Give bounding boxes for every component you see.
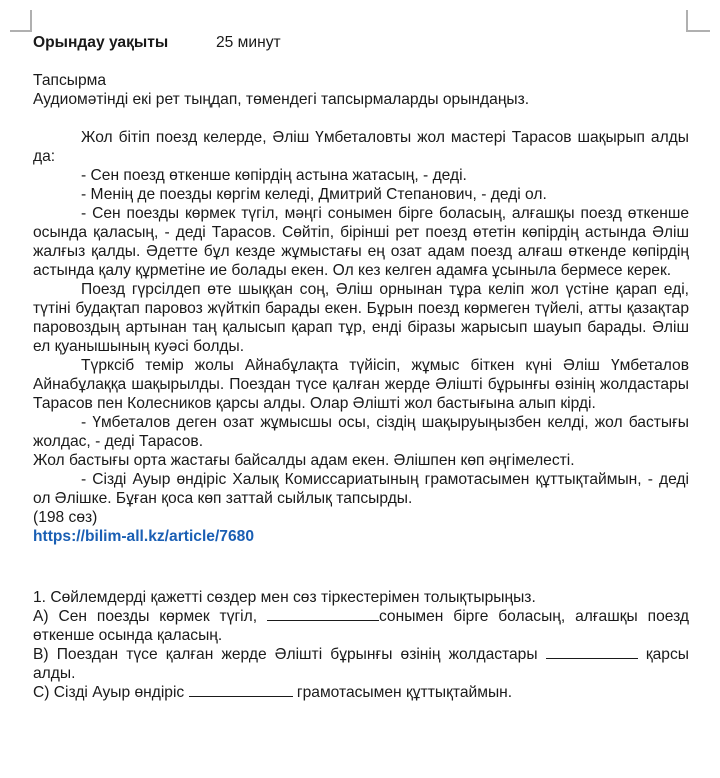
dialogue-line-4: - Үмбеталов деген озат жұмысшы осы, сіздің шақыруыңызбен келді, жол бастығы жолдас, - деді Тарасов. [33, 414, 689, 450]
exercise-item-b [33, 645, 689, 683]
exercise-item-c [33, 683, 689, 702]
dialogue-line-3: - Сен поезды көрмек түгіл, мәңгі сонымен бірге боласың, алғашқы поезд өткенше осында қаласың, - деді Тарасов. Сөйтіп, бірінші рет поезд өтетін көпірдің астында Әліш жалғыз қалды. Әдетте бұл кезде жұмыстағы ең озат адам поезд алғаш өткенде көпірдің астында қалу құрметіне ие болады екен. Ол кез келген адамға ұсыныла бермесе керек. [33, 205, 689, 279]
margin-corner-mark-left-h [10, 30, 32, 32]
exercise-c-suffix: грамотасымен құттықтаймын. [292, 684, 513, 701]
exercise-item-a [33, 607, 689, 645]
blank-a[interactable] [267, 607, 379, 621]
document-content [33, 33, 689, 702]
time-value: 25 минут [216, 34, 281, 51]
paragraph-2: Поезд гүрсілдеп өте шыққан соң, Әліш орнынан тұра келіп жол үстіне қарап еді, түтіні будақтап паровоз жүйткіп барады екен. Бұрын поезд көрмеген түйелі, атты қазақтар паровоздың артынан таң қалысып қарап тұр, енді біразы жарысып шауып барады. Әліш ел қуанышының куәсі болды. [33, 281, 689, 355]
exercise-b-suffix: қарсы алды. [33, 646, 689, 682]
paragraph-3: Түрксіб темір жолы Айнабұлақта түйісіп, жұмыс біткен күні Әліш Үмбеталов Айнабұлаққа шақырылды. Поездан түсе қалған жерде Әлішті бұрынғы өзінің жолдастары Тарасов пен Колесников қарсы алды. Олар Әлішті жол бастығына алып кірді. [33, 357, 689, 412]
time-label: Орындау уақыты [33, 34, 169, 51]
paragraph-1: Жол бітіп поезд келерде, Әліш Үмбеталовты жол мастері Тарасов шақырып алды да: [33, 129, 689, 165]
margin-corner-mark-left [30, 10, 32, 32]
task-instruction: Аудиомәтінді екі рет тыңдап, төмендегі тапсырмаларды орындаңыз. [33, 91, 530, 108]
source-link[interactable]: https://bilim-all.kz/article/7680 [33, 528, 254, 545]
blank-c[interactable] [189, 683, 293, 697]
dialogue-line-2: - Менің де поезды көргім келеді, Дмитрий Степанович, - деді ол. [81, 186, 547, 203]
time-row [33, 33, 689, 52]
task-title: Тапсырма [33, 72, 107, 89]
margin-corner-mark-right [686, 10, 688, 32]
exercise-title: 1. Сөйлемдерді қажетті сөздер мен сөз тіркестерімен толықтырыңыз. [33, 589, 536, 606]
exercise-a-suffix: сонымен бірге боласың, алғашқы поезд өткенше осында қаласың. [33, 608, 689, 644]
exercise-b-prefix: В) Поездан түсе қалған жерде Әлішті бұрынғы өзінің жолдастары [33, 646, 546, 663]
blank-b[interactable] [546, 645, 638, 659]
margin-corner-mark-right-h [686, 30, 710, 32]
dialogue-line-5: - Сізді Ауыр өндіріс Халық Комиссариатының грамотасымен құттықтаймын, - деді ол Әлішке. Бұған қоса көп заттай сыйлық тапсырды. [33, 471, 689, 507]
exercise-c-prefix: С) Сізді Ауыр өндіріс [33, 684, 189, 701]
dialogue-line-1: - Сен поезд өткенше көпірдің астына жатасың, - деді. [81, 167, 467, 184]
exercise-a-prefix: А) Сен поезды көрмек түгіл, [33, 608, 267, 625]
word-count: (198 сөз) [33, 509, 98, 526]
paragraph-4: Жол бастығы орта жастағы байсалды адам екен. Әлішпен көп әңгімелесті. [33, 452, 575, 469]
